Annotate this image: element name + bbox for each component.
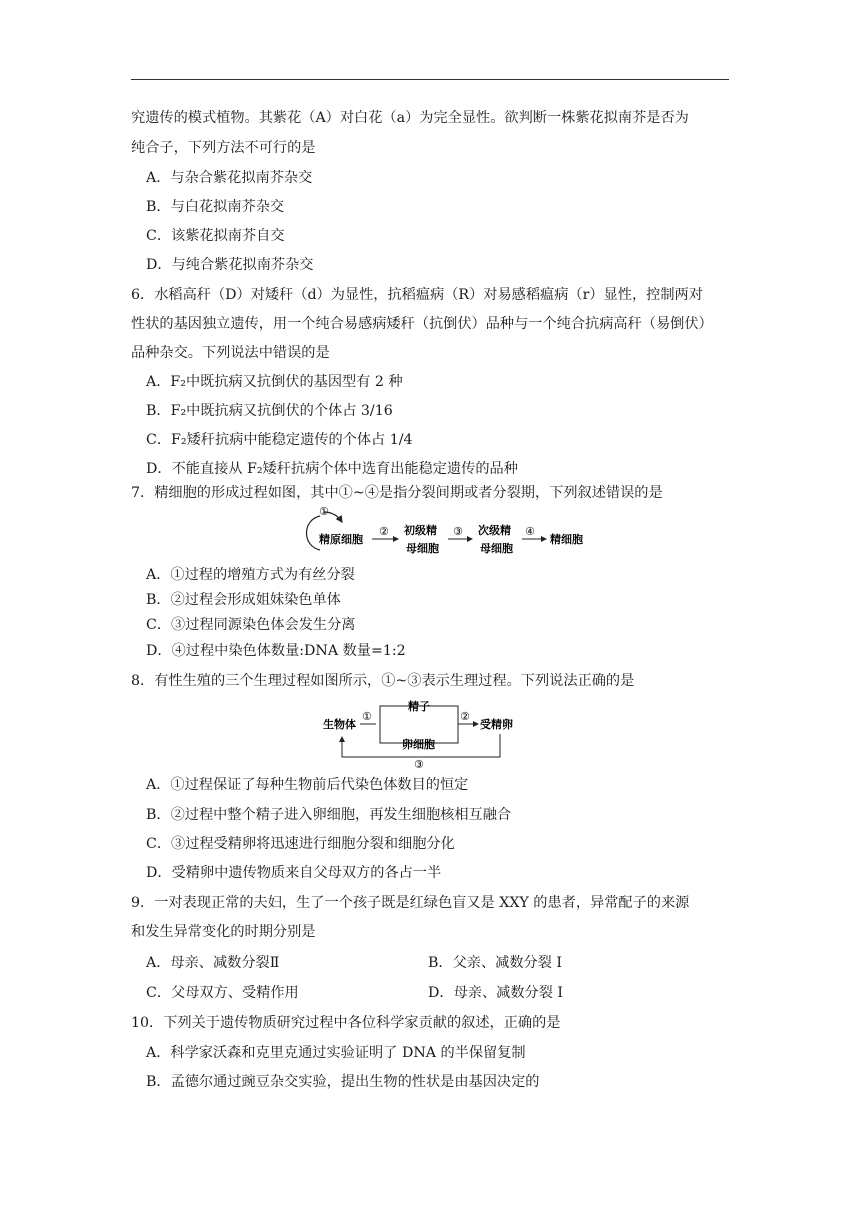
q7-option-b: B．②过程会形成姐妹染色单体	[146, 592, 341, 608]
primary-spermatocyte-label-1: 初级精	[404, 524, 437, 537]
q9-option-a: A．母亲、减数分裂Ⅱ	[146, 955, 280, 971]
q6-option-c: C．F₂矮秆抗病中能稳定遗传的个体占 1/4	[146, 432, 413, 448]
organism-label: 生物体	[323, 718, 356, 731]
q7-stem: 7．精细胞的形成过程如图，其中①~④是指分裂间期或者分裂期，下列叙述错误的是	[131, 485, 663, 501]
q6-stem-line2: 性状的基因独立遗传，用一个纯合易感病矮秆（抗倒伏）品种与一个纯合抗病高秆（易倒伏）	[131, 316, 713, 332]
process-1-label: ①	[362, 710, 372, 723]
q8-stem: 8．有性生殖的三个生理过程如图所示，①~③表示生理过程。下列说法正确的是	[131, 673, 635, 689]
sexual-reproduction-diagram	[318, 697, 528, 773]
q6-option-b: B．F₂中既抗病又抗倒伏的个体占 3/16	[146, 403, 393, 419]
self-renewal-arc	[307, 516, 321, 550]
step-2-label: ②	[379, 525, 389, 538]
header-rule	[131, 79, 729, 80]
q10-option-a: A．科学家沃森和克里克通过实验证明了 DNA 的半保留复制	[146, 1045, 526, 1061]
primary-spermatocyte-label-2: 母细胞	[406, 542, 439, 555]
q7-option-a: A．①过程的增殖方式为有丝分裂	[146, 567, 355, 583]
q6-option-d: D．不能直接从 F₂矮秆抗病个体中选育出能稳定遗传的品种	[146, 461, 518, 477]
q9-stem-line2: 和发生异常变化的时期分别是	[131, 924, 316, 940]
q6-stem-line1: 6．水稻高秆（D）对矮秆（d）为显性，抗稻瘟病（R）对易感稻瘟病（r）显性，控制两对	[131, 287, 703, 303]
process-3-label: ③	[414, 758, 424, 769]
egg-label: 卵细胞	[402, 738, 435, 751]
q8-option-d: D．受精卵中遗传物质来自父母双方的各占一半	[146, 865, 442, 881]
q10-option-b: B．孟德尔通过豌豆杂交实验，提出生物的性状是由基因决定的	[146, 1074, 540, 1090]
sperm-label: 精子	[408, 700, 430, 713]
q9-stem-line1: 9．一对表现正常的夫妇，生了一个孩子既是红绿色盲又是 XXY 的患者，异常配子的来源	[131, 895, 690, 911]
q5-stem-line2: 纯合子，下列方法不可行的是	[131, 140, 316, 156]
q9-option-d: D．母亲、减数分裂 I	[428, 985, 563, 1001]
step-3-label: ③	[453, 525, 463, 538]
q5-stem-line1: 究遗传的模式植物。其紫花（A）对白花（a）为完全显性。欲判断一株紫花拟南芥是否为	[131, 110, 689, 126]
q7-option-c: C．③过程同源染色体会发生分离	[146, 617, 356, 633]
sperm-cell-label: 精细胞	[550, 533, 583, 546]
q10-stem: 10．下列关于遗传物质研究过程中各位科学家贡献的叙述，正确的是	[131, 1015, 561, 1031]
q8-option-c: C．③过程受精卵将迅速进行细胞分裂和细胞分化	[146, 836, 455, 852]
process-2-label: ②	[460, 710, 470, 723]
step-4-label: ④	[525, 525, 535, 538]
q5-option-c: C．该紫花拟南芥自交	[146, 228, 285, 244]
q9-option-b: B．父亲、减数分裂 I	[428, 955, 563, 971]
step-1-label: ①	[319, 505, 329, 518]
secondary-spermatocyte-label-1: 次级精	[478, 524, 511, 537]
secondary-spermatocyte-label-2: 母细胞	[480, 542, 513, 555]
q5-option-a: A．与杂合紫花拟南芥杂交	[146, 170, 313, 186]
q9-option-c: C．父母双方、受精作用	[146, 985, 299, 1001]
q8-option-b: B．②过程中整个精子进入卵细胞，再发生细胞核相互融合	[146, 807, 512, 823]
q7-option-d: D．④过程中染色体数量:DNA 数量=1:2	[146, 643, 406, 659]
q6-stem-line3: 品种杂交。下列说法中错误的是	[131, 345, 330, 361]
spermatogenesis-diagram	[300, 502, 600, 564]
q5-option-d: D．与纯合紫花拟南芥杂交	[146, 257, 314, 273]
spermatogonium-label: 精原细胞	[319, 533, 363, 546]
q6-option-a: A．F₂中既抗病又抗倒伏的基因型有 2 种	[146, 374, 403, 390]
zygote-label: 受精卵	[480, 718, 513, 731]
q8-option-a: A．①过程保证了每种生物前后代染色体数目的恒定	[146, 777, 469, 793]
q5-option-b: B．与白花拟南芥杂交	[146, 199, 285, 215]
